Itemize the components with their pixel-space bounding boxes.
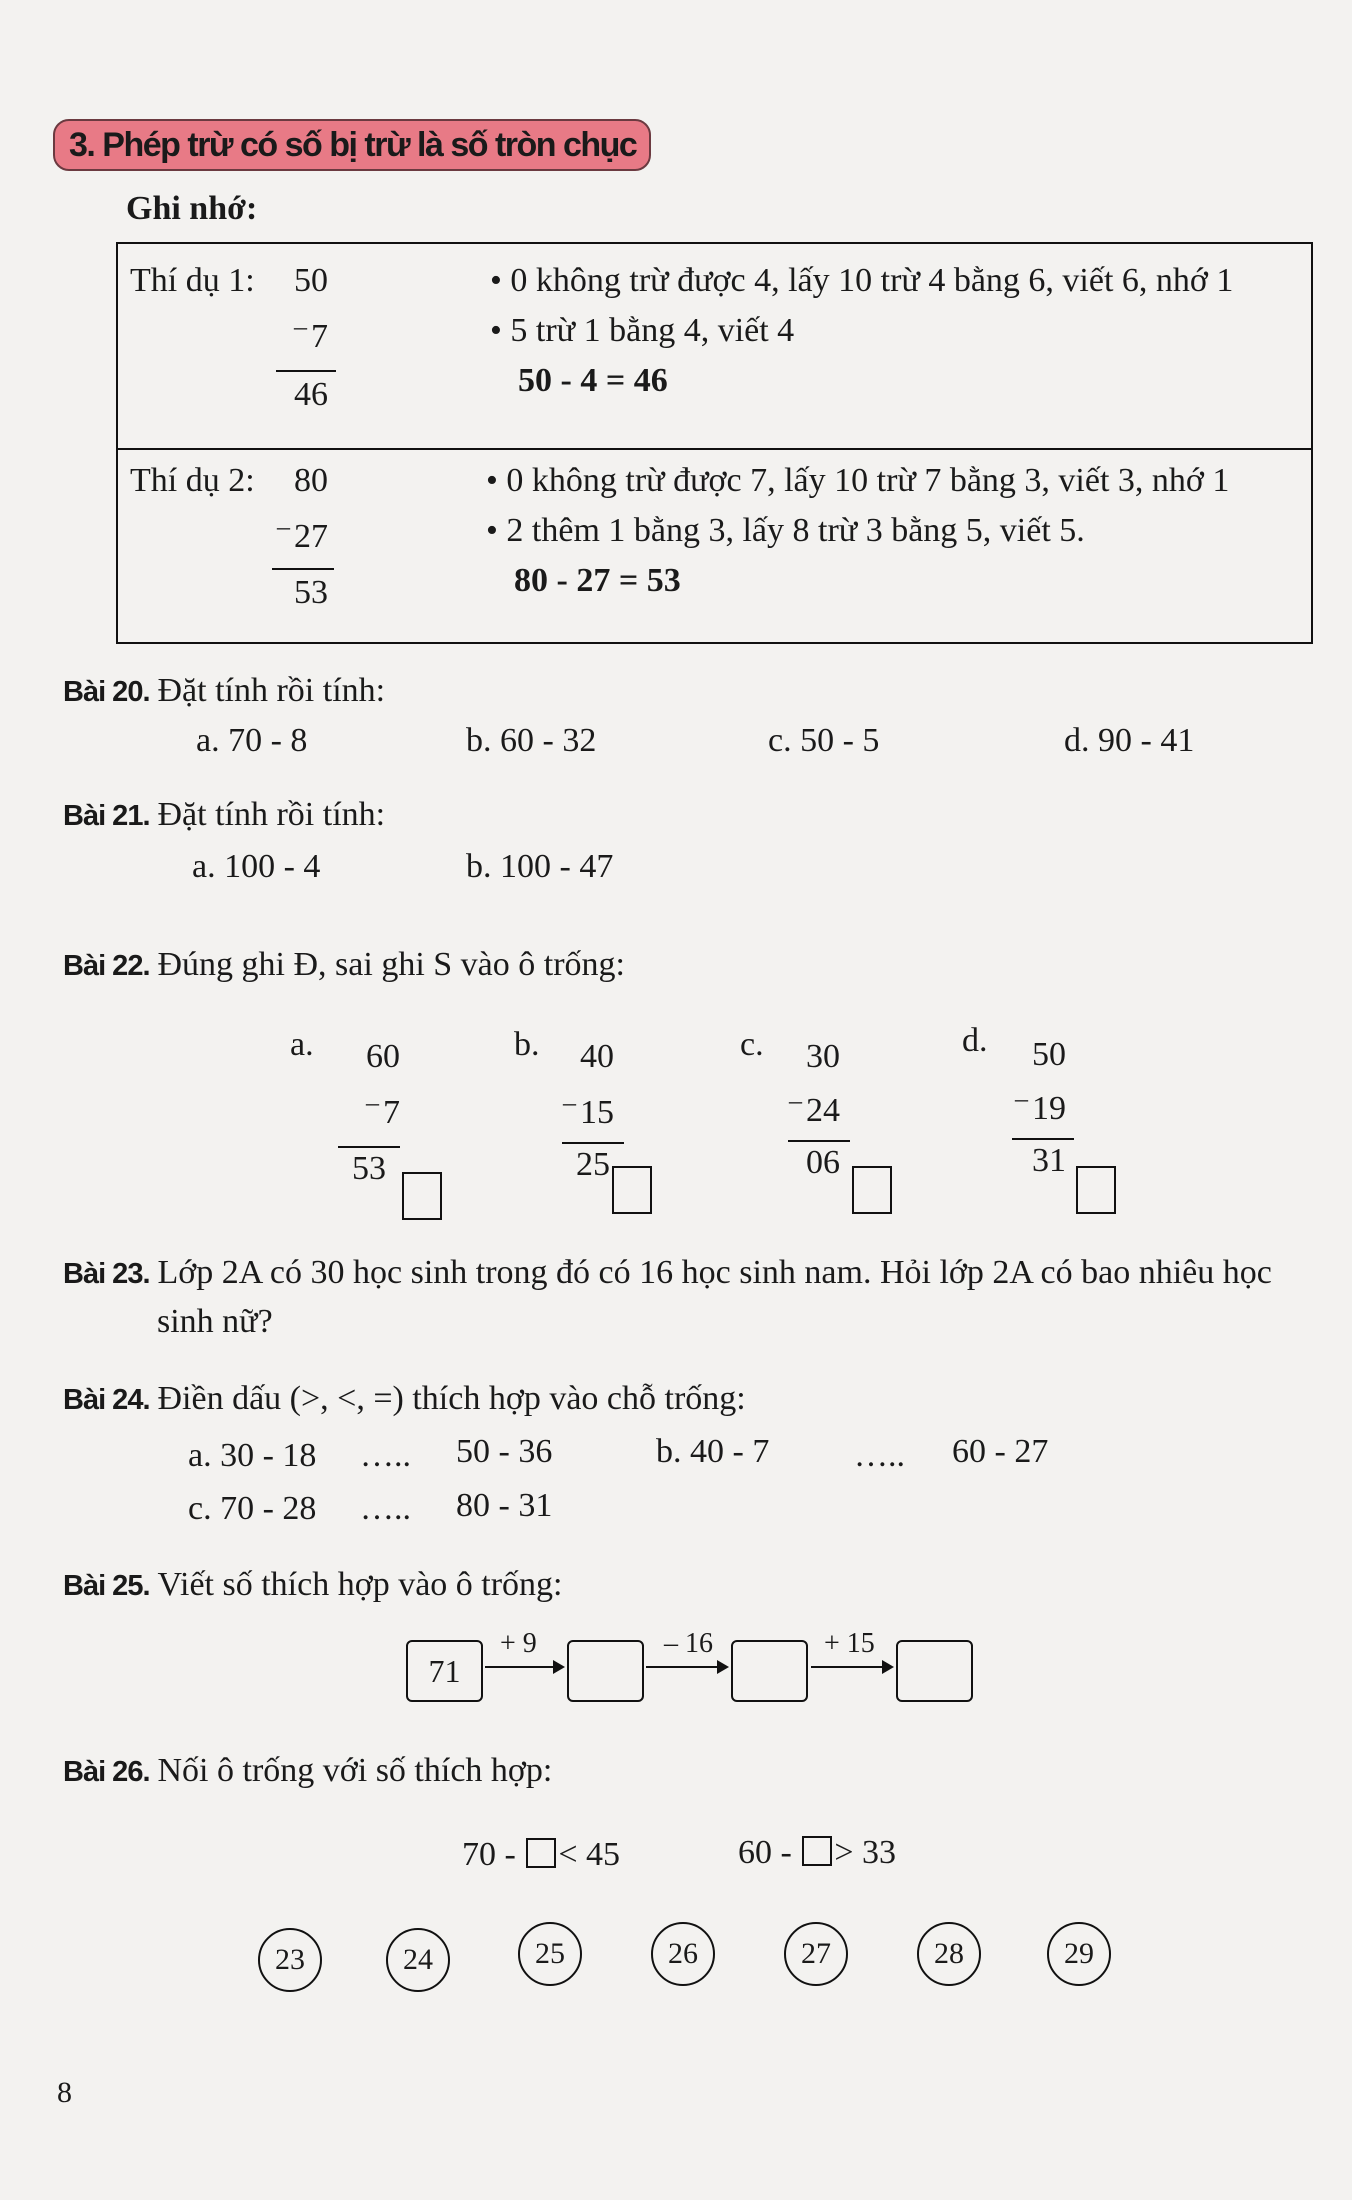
blank-box[interactable]: [802, 1836, 832, 1866]
bai-24-c-blank[interactable]: …..: [360, 1490, 411, 1527]
bai-24-c-left: c. 70 - 28: [188, 1490, 317, 1527]
bai-24-text: Điền dấu (>, <, =) thích hợp vào chỗ trống:: [157, 1380, 746, 1417]
chain-op-2: – 16: [664, 1628, 713, 1659]
bai-25-text: Viết số thích hợp vào ô trống:: [157, 1566, 563, 1603]
bai-24-b-right: 60 - 27: [952, 1433, 1049, 1470]
bai-21-text: Đặt tính rồi tính:: [157, 796, 386, 833]
answer-box[interactable]: [612, 1166, 652, 1214]
problem-rule: [788, 1140, 850, 1142]
bai-26-text: Nối ô trống với số thích hợp:: [157, 1752, 553, 1789]
bai-20-item-d: d. 90 - 41: [1064, 722, 1195, 759]
example-1-step-2: • 5 trừ 1 bằng 4, viết 4: [490, 312, 795, 349]
chain-answer-box-2[interactable]: [731, 1640, 808, 1702]
expr-right: < 45: [558, 1836, 621, 1873]
memo-table: [116, 242, 1313, 644]
example-2-step-1: • 0 không trừ được 7, lấy 10 trừ 7 bằng 3, viết 3, nhớ 1: [486, 462, 1230, 499]
minus-sign: –: [1015, 1084, 1028, 1113]
bai-24-heading: [63, 1380, 746, 1418]
example-1-step-1: • 0 không trừ được 4, lấy 10 trừ 4 bằng 6, viết 6, nhớ 1: [490, 262, 1234, 299]
bai-24-a-blank[interactable]: …..: [360, 1437, 411, 1474]
example-1-bottom: 7: [311, 318, 328, 355]
arrow-icon: [646, 1666, 727, 1668]
problem-bottom: 19: [1032, 1090, 1066, 1127]
problem-result: 06: [806, 1144, 840, 1181]
problem-rule: [1012, 1138, 1074, 1140]
bai-20-heading: [63, 672, 385, 710]
problem-letter: c.: [740, 1026, 764, 1063]
problem-letter: d.: [962, 1022, 988, 1059]
example-1-rule: [276, 370, 336, 372]
problem-result: 25: [576, 1146, 610, 1183]
number-circle[interactable]: 25: [518, 1922, 582, 1986]
example-1-top: 50: [294, 262, 328, 299]
number-circle[interactable]: 26: [651, 1922, 715, 1986]
minus-sign: –: [277, 512, 290, 541]
chain-op-3: + 15: [824, 1628, 875, 1659]
bai-22-text: Đúng ghi Đ, sai ghi S vào ô trống:: [157, 946, 625, 983]
bai-21-heading: [63, 796, 385, 834]
example-2-equation: 80 - 27 = 53: [514, 562, 681, 599]
bai-24-b-left: b. 40 - 7: [656, 1433, 770, 1470]
bai-26-expression-1: [462, 1836, 620, 1874]
problem-top: 30: [806, 1038, 840, 1075]
example-1-subtrahend-row: [248, 312, 328, 356]
example-1-label: Thí dụ 1:: [130, 262, 255, 299]
bai-20-item-b: b. 60 - 32: [466, 722, 597, 759]
example-2-top: 80: [294, 462, 328, 499]
bai-23-heading: [63, 1254, 1272, 1292]
example-2-label: Thí dụ 2:: [130, 462, 255, 499]
bai-23-line-2: sinh nữ?: [157, 1303, 273, 1340]
bai-22-problem-d: [962, 1022, 1132, 1222]
problem-subtrahend-row: [760, 1086, 840, 1130]
bai-24-a-right: 50 - 36: [456, 1433, 553, 1470]
problem-top: 60: [366, 1038, 400, 1075]
bai-21-label: Bài 21.: [63, 800, 150, 832]
bai-26-expression-2: [738, 1834, 896, 1872]
bai-21-item-a: a. 100 - 4: [192, 848, 321, 885]
bai-22-label: Bài 22.: [63, 950, 150, 982]
minus-sign: –: [789, 1086, 802, 1115]
arrow-icon: [485, 1666, 563, 1668]
problem-subtrahend-row: [534, 1088, 614, 1132]
bai-20-text: Đặt tính rồi tính:: [157, 672, 386, 709]
problem-top: 50: [1032, 1036, 1066, 1073]
example-1-result: 46: [294, 376, 328, 413]
section-title: 3. Phép trừ có số bị trừ là số tròn chục: [53, 119, 651, 171]
example-2-subtrahend-row: [248, 512, 328, 556]
bai-22-problem-b: [514, 1026, 674, 1226]
number-circle[interactable]: 23: [258, 1928, 322, 1992]
problem-bottom: 15: [580, 1094, 614, 1131]
minus-sign: –: [294, 312, 307, 341]
minus-sign: –: [366, 1088, 379, 1117]
bai-21-item-b: b. 100 - 47: [466, 848, 614, 885]
number-circle[interactable]: 28: [917, 1922, 981, 1986]
example-2-rule: [272, 568, 334, 570]
problem-result: 31: [1032, 1142, 1066, 1179]
expr-left: 70 -: [462, 1836, 516, 1873]
problem-rule: [338, 1146, 400, 1148]
problem-letter: a.: [290, 1026, 314, 1063]
problem-subtrahend-row: [320, 1088, 400, 1132]
bai-25-label: Bài 25.: [63, 1570, 150, 1602]
answer-box[interactable]: [402, 1172, 442, 1220]
example-2-bottom: 27: [294, 518, 328, 555]
problem-bottom: 24: [806, 1092, 840, 1129]
bai-23-line-1: Lớp 2A có 30 học sinh trong đó có 16 học sinh nam. Hỏi lớp 2A có bao nhiêu học: [157, 1254, 1272, 1291]
minus-sign: –: [563, 1088, 576, 1117]
page-number: 8: [57, 2076, 72, 2109]
expr-right: > 33: [834, 1834, 897, 1871]
blank-box[interactable]: [526, 1838, 556, 1868]
bai-20-item-c: c. 50 - 5: [768, 722, 880, 759]
example-1-equation: 50 - 4 = 46: [518, 362, 668, 399]
bai-22-heading: [63, 946, 625, 984]
bai-24-a-left: a. 30 - 18: [188, 1437, 317, 1474]
bai-22-problem-a: [290, 1026, 450, 1226]
bai-26-heading: [63, 1752, 552, 1790]
bai-26-label: Bài 26.: [63, 1756, 150, 1788]
chain-answer-box-3[interactable]: [896, 1640, 973, 1702]
table-divider: [118, 448, 1311, 450]
bai-20-label: Bài 20.: [63, 676, 150, 708]
problem-letter: b.: [514, 1026, 540, 1063]
problem-rule: [562, 1142, 624, 1144]
number-circle[interactable]: 29: [1047, 1922, 1111, 1986]
chain-start-box: 71: [406, 1640, 483, 1702]
chain-answer-box-1[interactable]: [567, 1640, 644, 1702]
problem-top: 40: [580, 1038, 614, 1075]
number-circle[interactable]: 27: [784, 1922, 848, 1986]
bai-25-heading: [63, 1566, 563, 1604]
number-circle[interactable]: 24: [386, 1928, 450, 1992]
example-2-result: 53: [294, 574, 328, 611]
expr-left: 60 -: [738, 1834, 792, 1871]
bai-24-c-right: 80 - 31: [456, 1487, 553, 1524]
problem-result: 53: [352, 1150, 386, 1187]
answer-box[interactable]: [1076, 1166, 1116, 1214]
bai-22-problem-c: [740, 1026, 900, 1226]
bai-24-label: Bài 24.: [63, 1384, 150, 1416]
problem-bottom: 7: [383, 1094, 400, 1131]
bai-23-label: Bài 23.: [63, 1258, 150, 1290]
memo-label: Ghi nhớ:: [126, 190, 258, 227]
bai-24-b-blank[interactable]: …..: [854, 1437, 905, 1474]
answer-box[interactable]: [852, 1166, 892, 1214]
bai-20-item-a: a. 70 - 8: [196, 722, 308, 759]
chain-op-1: + 9: [500, 1628, 537, 1659]
example-2-step-2: • 2 thêm 1 bằng 3, lấy 8 trừ 3 bằng 5, viết 5.: [486, 512, 1085, 549]
arrow-icon: [811, 1666, 892, 1668]
problem-subtrahend-row: [986, 1084, 1066, 1128]
